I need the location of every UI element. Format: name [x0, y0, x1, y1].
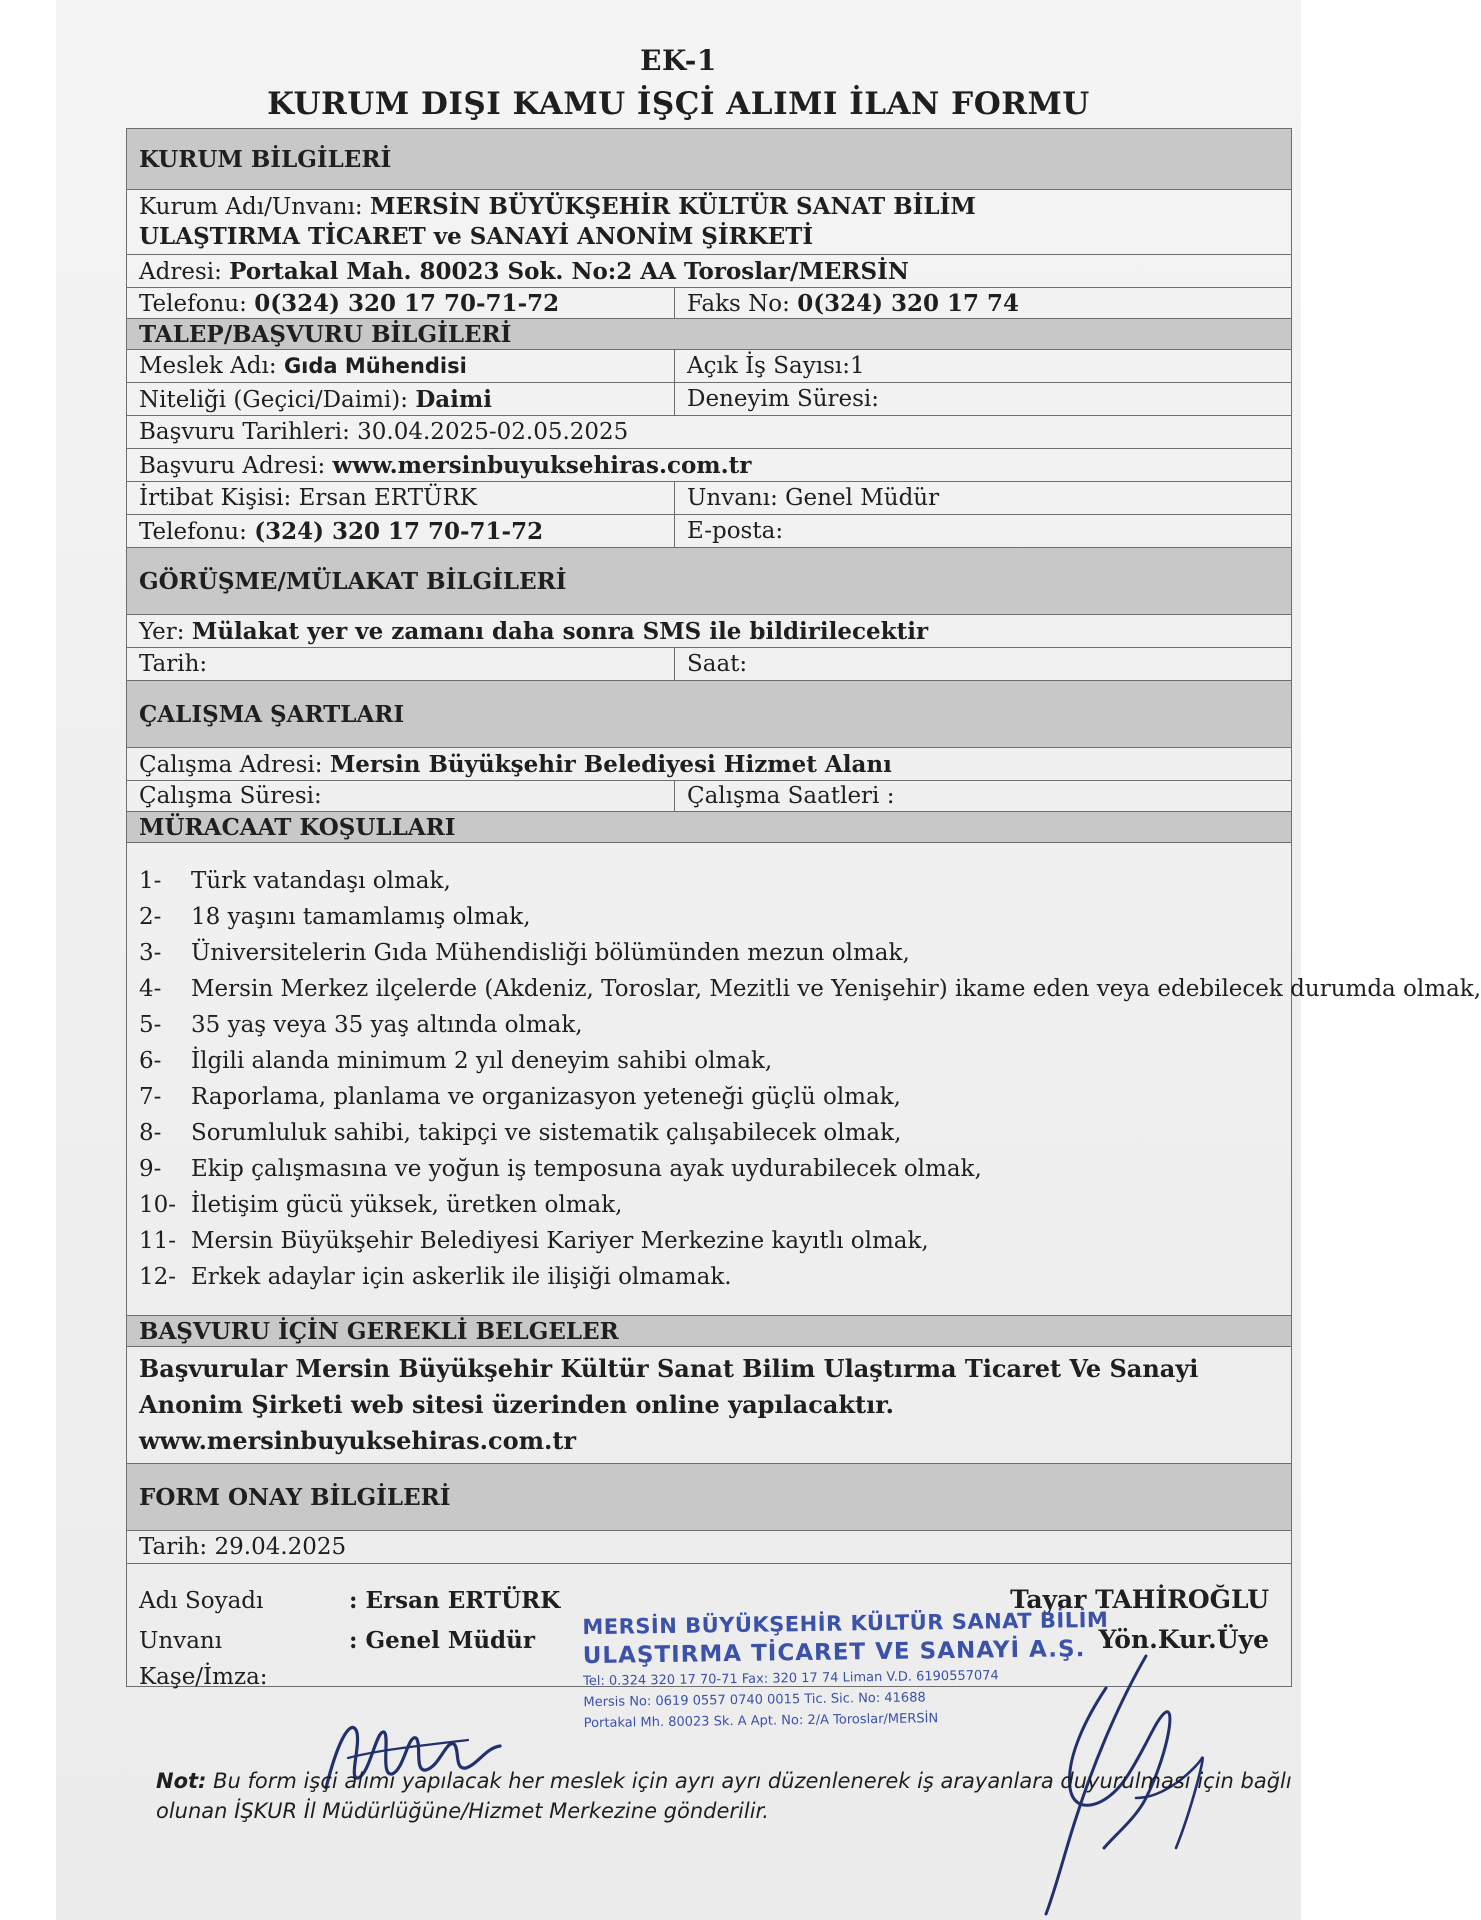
onay-tarih-label: Tarih: [139, 1534, 208, 1560]
meslek-value: Gıda Mühendisi [283, 354, 467, 378]
gorusme-tarih-cell [127, 648, 675, 681]
right-signatory-title: Yön.Kur.Üye [1098, 1625, 1269, 1654]
nitelik-label: Niteliği (Geçici/Daimi): [139, 386, 409, 413]
onay-adi-value: : Ersan ERTÜRK [349, 1587, 561, 1614]
form-annex-number: EK-1 [640, 44, 717, 77]
gorusme-tarih-label: Tarih: [139, 651, 208, 677]
onay-tarih-row [127, 1531, 1292, 1564]
calisma-sure-cell [127, 781, 675, 812]
irtibat-cell [127, 482, 675, 515]
kurum-adi-value-line1: MERSİN BÜYÜKŞEHİR KÜLTÜR SANAT BİLİM [370, 193, 976, 220]
list-item [139, 863, 1279, 899]
list-item [139, 971, 1481, 1007]
item-number: 5- [139, 1012, 162, 1038]
kurum-telefon-cell [127, 288, 675, 319]
stamp-line2: ULAŞTIRMA TİCARET VE SANAYİ A.Ş. [582, 1636, 1086, 1670]
section-gerekli-belgeler: BAŞVURU İÇİN GEREKLİ BELGELER [127, 1316, 1292, 1347]
item-text: Mersin Büyükşehir Belediyesi Kariyer Merkezine kayıtlı olmak, [191, 1228, 929, 1254]
item-text: Ekip çalışmasına ve yoğun iş temposuna ayak uydurabilecek olmak, [191, 1156, 982, 1182]
company-stamp [582, 1607, 1109, 1732]
form-footnote [156, 1766, 1316, 1826]
kurum-faks-value: 0(324) 320 17 74 [797, 289, 1020, 317]
gorusme-saat-label: Saat: [687, 651, 748, 677]
gorusme-saat-cell [675, 648, 1292, 681]
kurum-faks-label: Faks No: [687, 290, 790, 317]
basvuru-adres-row [127, 449, 1292, 482]
basvuru-adres-value: www.mersinbuyuksehiras.com.tr [332, 451, 752, 479]
form-page [56, 0, 1481, 1920]
onay-adi-label: Adı Soyadı [139, 1588, 264, 1614]
section-kurum-bilgileri: KURUM BİLGİLERİ [127, 129, 1292, 190]
kurum-telefon-label: Telefonu: [139, 290, 247, 317]
belgeler-url: www.mersinbuyuksehiras.com.tr [139, 1426, 577, 1455]
item-text: Türk vatandaşı olmak, [191, 868, 451, 894]
stamp-line4: Mersis No: 0619 0557 0740 0015 Tic. Sic. No: 41688 [583, 1690, 926, 1711]
item-text: İlgili alanda minimum 2 yıl deneyim sahibi olmak, [191, 1048, 773, 1074]
conditions-list [139, 863, 1481, 1295]
section-form-onay: FORM ONAY BİLGİLERİ [127, 1464, 1292, 1531]
list-item [139, 1151, 1279, 1187]
acik-is-label: Açık İş Sayısı: [687, 353, 851, 379]
acik-is-cell [675, 350, 1292, 383]
onay-unvan-value: : Genel Müdür [349, 1627, 535, 1654]
irtibat-unvan-cell [675, 482, 1292, 515]
irtibat-telefon-value: (324) 320 17 70-71-72 [254, 517, 544, 545]
right-signatory-name: Tayar TAHİROĞLU [1010, 1585, 1269, 1614]
irtibat-unvan-value: Genel Müdür [785, 485, 940, 511]
list-item [139, 899, 1279, 935]
kurum-adi-value-line2: ULAŞTIRMA TİCARET ve SANAYİ ANONİM ŞİRKETİ [139, 223, 814, 250]
irtibat-telefon-cell [127, 515, 675, 548]
irtibat-value: Ersan ERTÜRK [298, 485, 477, 511]
calisma-adres-row [127, 748, 1292, 781]
acik-is-value: 1 [850, 353, 865, 379]
gorusme-yer-label: Yer: [139, 618, 185, 645]
list-item [139, 1043, 1279, 1079]
list-item [139, 1007, 1279, 1043]
belgeler-cell [127, 1347, 1292, 1464]
gorusme-yer-value: Mülakat yer ve zamanı daha sonra SMS ile bildirilecektir [191, 617, 929, 645]
deneyim-label: Deneyim Süresi: [687, 386, 880, 412]
basvuru-tarih-label: Başvuru Tarihleri: [139, 419, 350, 445]
kurum-adres-label: Adresi: [139, 258, 222, 285]
nitelik-value: Daimi [415, 385, 492, 413]
form-title: KURUM DIŞI KAMU İŞÇİ ALIMI İLAN FORMU [267, 86, 1090, 122]
announcement-form-table [126, 128, 1481, 1732]
irtibat-eposta-label: E-posta: [687, 518, 784, 544]
basvuru-tarih-value: 30.04.2025-02.05.2025 [357, 419, 629, 445]
calisma-adres-label: Çalışma Adresi: [139, 751, 323, 778]
meslek-label: Meslek Adı: [139, 353, 277, 379]
kurum-adres-value: Portakal Mah. 80023 Sok. No:2 AA Toroslar/MERSİN [229, 257, 909, 285]
section-calisma-sartlari: ÇALIŞMA ŞARTLARI [127, 681, 1292, 748]
stamp-line3: Tel: 0.324 320 17 70-71 Fax: 320 17 74 Liman V.D. 6190557074 [583, 1668, 999, 1690]
deneyim-cell [675, 383, 1292, 416]
list-item [139, 935, 1279, 971]
item-number: 3- [139, 940, 162, 966]
item-number: 9- [139, 1156, 162, 1182]
kase-imza-label: Kaşe/İmza: [139, 1664, 268, 1690]
kurum-adres-row [127, 255, 1292, 288]
item-text: Raporlama, planlama ve organizasyon yeteneği güçlü olmak, [191, 1084, 901, 1110]
calisma-saat-cell [675, 781, 1292, 812]
calisma-sure-label: Çalışma Süresi: [139, 783, 322, 809]
nitelik-cell [127, 383, 675, 416]
gorusme-yer-row [127, 615, 1292, 648]
conditions-cell [127, 843, 1481, 1316]
item-number: 10- [139, 1192, 177, 1218]
calisma-saat-label: Çalışma Saatleri : [687, 783, 895, 809]
stamp-line1: MERSİN BÜYÜKŞEHİR KÜLTÜR SANAT BİLİM [582, 1607, 1109, 1640]
item-number: 1- [139, 868, 162, 894]
belgeler-line2: Anonim Şirketi web sitesi üzerinden online yapılacaktır. [139, 1390, 895, 1419]
irtibat-unvan-label: Unvanı: [687, 485, 778, 511]
item-number: 2- [139, 904, 162, 930]
basvuru-tarih-row [127, 416, 1292, 449]
kurum-adi-row [127, 190, 1292, 255]
item-number: 11- [139, 1228, 177, 1254]
kurum-adi-label: Kurum Adı/Unvanı: [139, 194, 363, 220]
kurum-faks-cell [675, 288, 1292, 319]
irtibat-label: İrtibat Kişisi: [139, 485, 292, 511]
onay-tarih-value: 29.04.2025 [214, 1534, 347, 1560]
footnote-text: Bu form işçi alımı yapılacak her meslek için ayrı ayrı düzenlenerek iş arayanlara duyurulması için bağlı olunan İŞKUR İl Müdürlüğüne/Hizmet Merkezine gönderilir. [156, 1769, 1292, 1823]
footnote-label: Not: [156, 1769, 207, 1793]
item-number: 6- [139, 1048, 162, 1074]
section-gorusme-mulakat: GÖRÜŞME/MÜLAKAT BİLGİLERİ [127, 548, 1292, 615]
item-text: Mersin Merkez ilçelerde (Akdeniz, Toroslar, Mezitli ve Yenişehir) ikame eden veya edebilecek durumda olmak, [191, 976, 1481, 1002]
irtibat-eposta-cell [675, 515, 1292, 548]
item-text: İletişim gücü yüksek, üretken olmak, [191, 1192, 623, 1218]
onay-unvan-label: Unvanı [139, 1628, 223, 1654]
basvuru-adres-label: Başvuru Adresi: [139, 452, 326, 479]
list-item [139, 1115, 1279, 1151]
list-item [139, 1187, 1279, 1223]
item-number: 4- [139, 976, 162, 1002]
list-item [139, 1223, 1279, 1259]
stamp-line5: Portakal Mh. 80023 Sk. A Apt. No: 2/A Toroslar/MERSİN [583, 1711, 939, 1732]
list-item [139, 1259, 1279, 1295]
list-item [139, 1079, 1279, 1115]
item-number: 8- [139, 1120, 162, 1146]
item-number: 12- [139, 1264, 177, 1290]
item-text: Üniversitelerin Gıda Mühendisliği bölümünden mezun olmak, [191, 940, 910, 966]
section-talep-basvuru: TALEP/BAŞVURU BİLGİLERİ [127, 319, 1292, 350]
meslek-cell [127, 350, 675, 383]
irtibat-telefon-label: Telefonu: [139, 518, 247, 545]
section-muracaat-kosullari: MÜRACAAT KOŞULLARI [127, 812, 1292, 843]
item-text: Sorumluluk sahibi, takipçi ve sistematik çalışabilecek olmak, [191, 1120, 902, 1146]
calisma-adres-value: Mersin Büyükşehir Belediyesi Hizmet Alanı [329, 750, 892, 778]
belgeler-line1: Başvurular Mersin Büyükşehir Kültür Sanat Bilim Ulaştırma Ticaret Ve Sanayi [139, 1354, 1199, 1383]
item-text: 18 yaşını tamamlamış olmak, [191, 904, 531, 930]
item-text: 35 yaş veya 35 yaş altında olmak, [191, 1012, 583, 1038]
item-number: 7- [139, 1084, 162, 1110]
item-text: Erkek adaylar için askerlik ile ilişiği olmamak. [191, 1264, 732, 1290]
kurum-telefon-value: 0(324) 320 17 70-71-72 [254, 289, 560, 317]
